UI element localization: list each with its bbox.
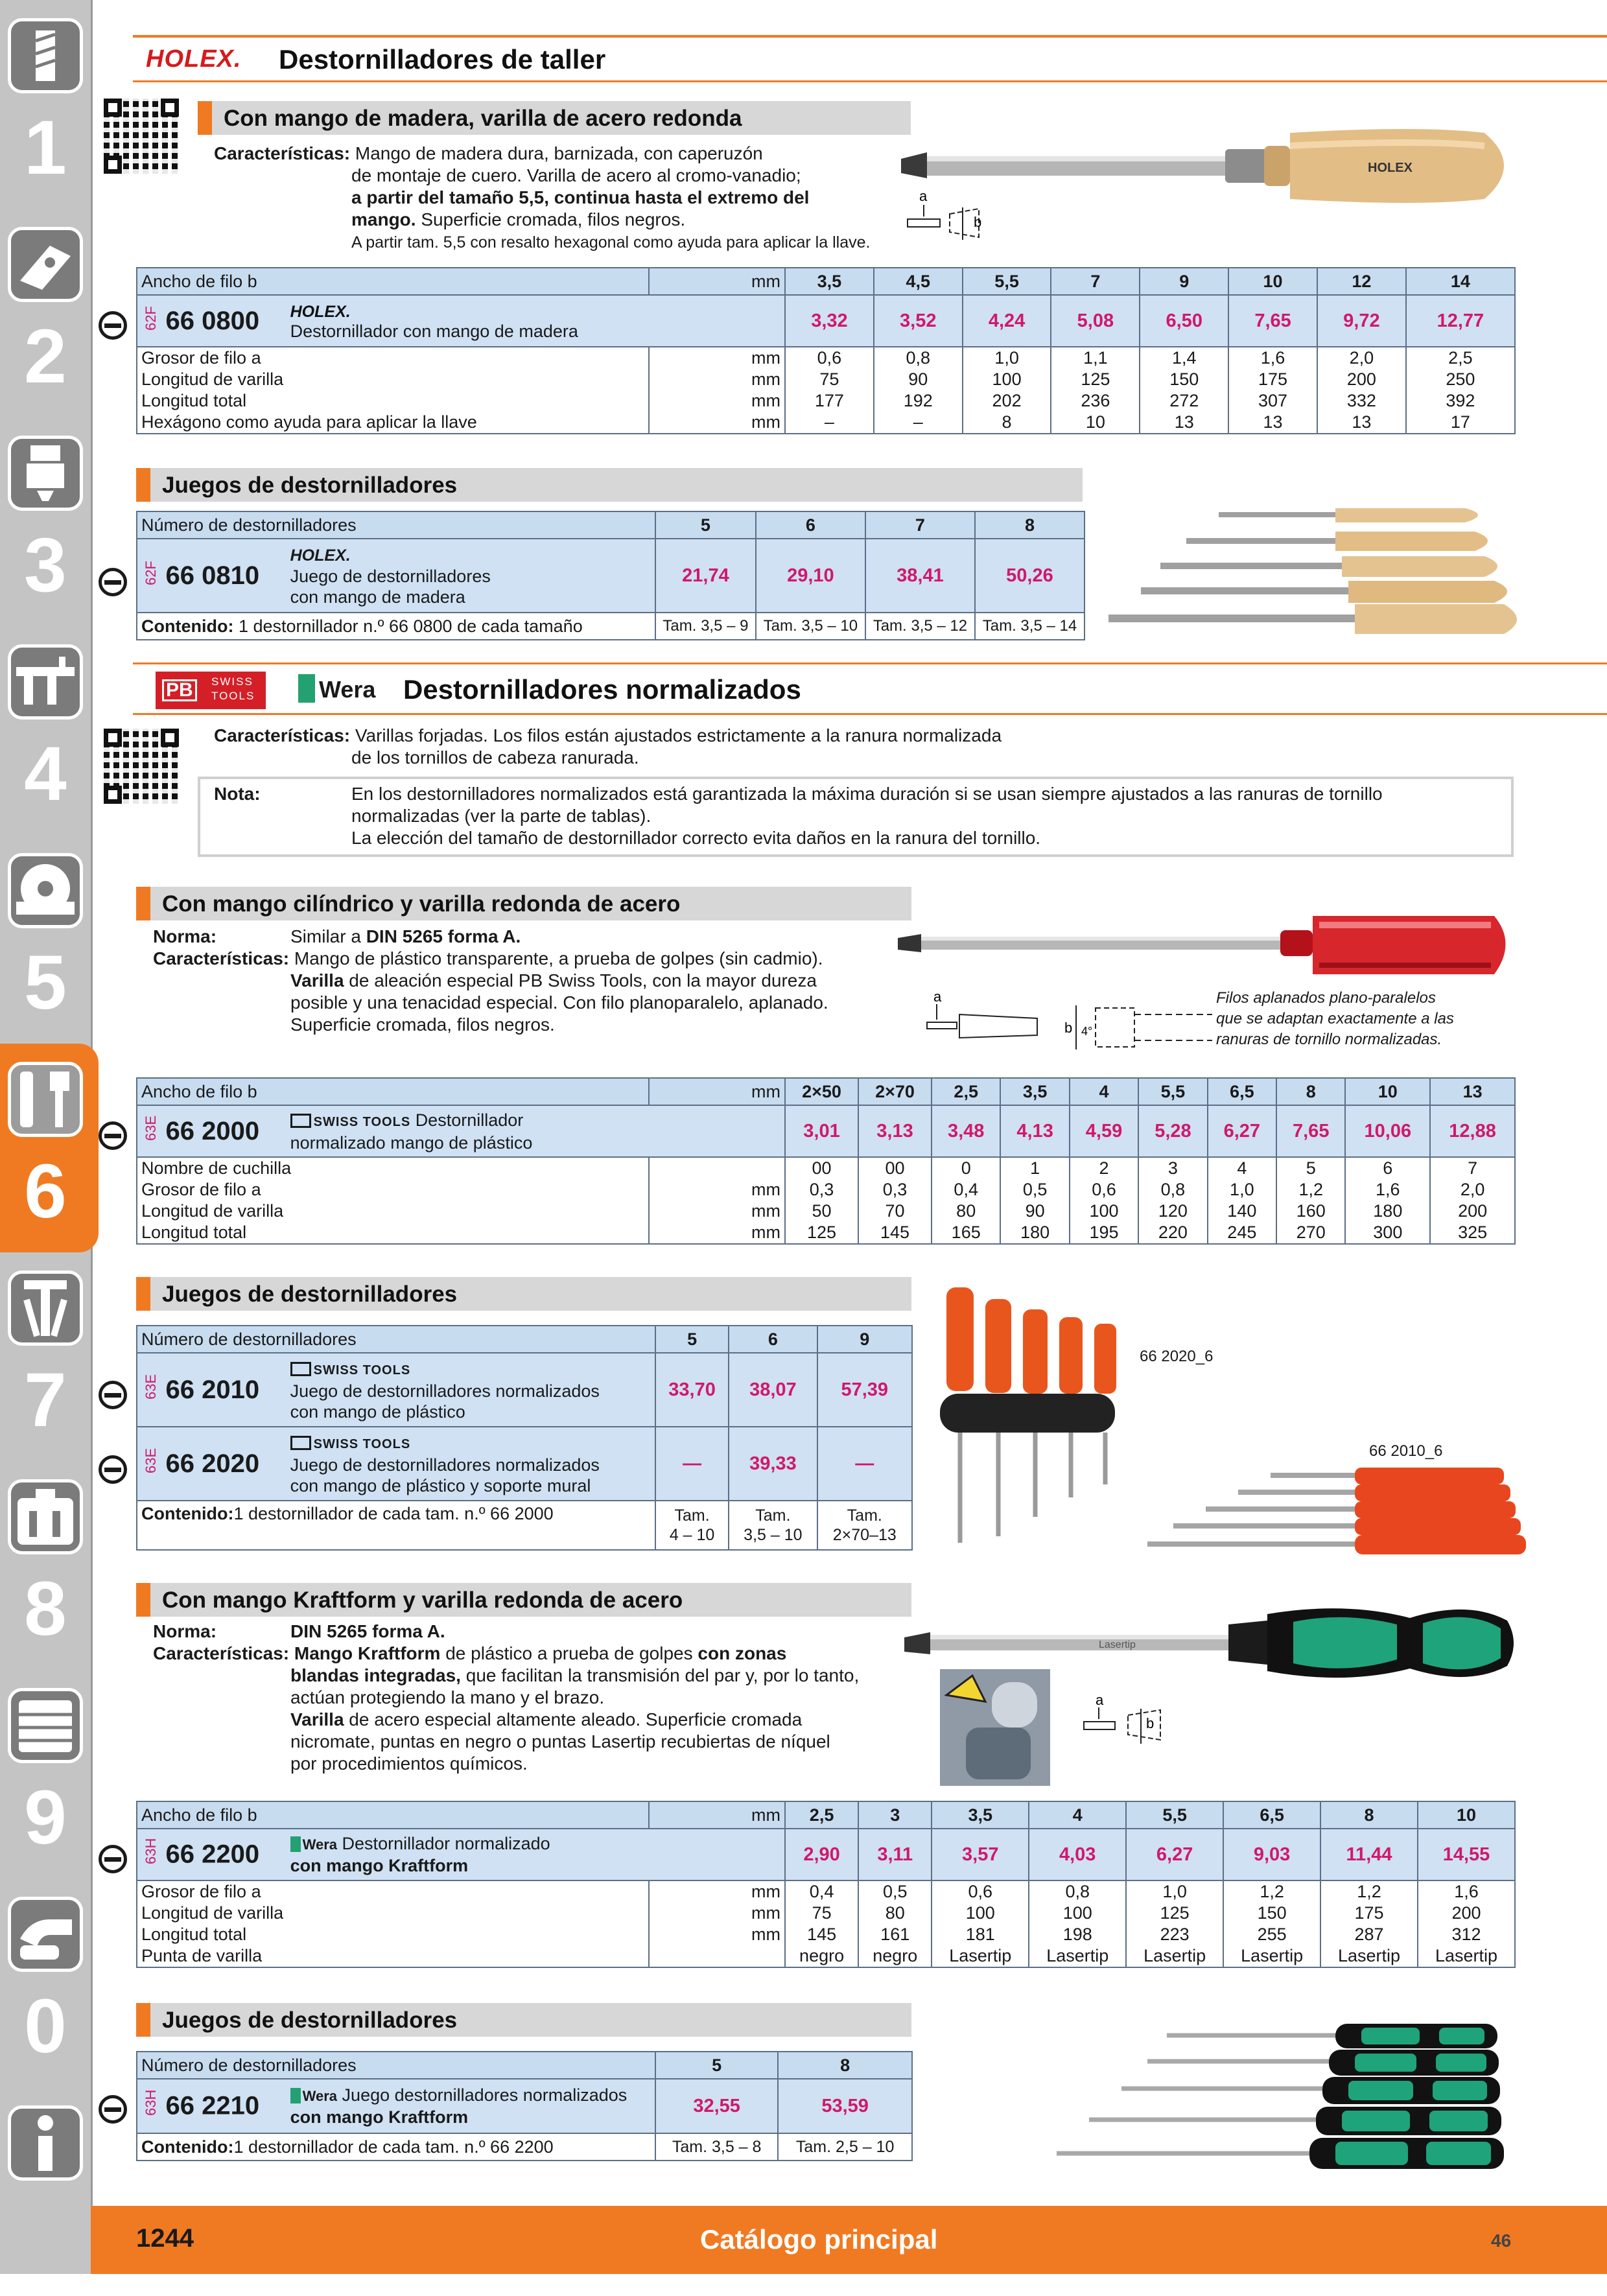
price-cell[interactable]: 38,07 — [729, 1353, 817, 1427]
spec-unit — [649, 1945, 785, 1967]
wall-holder-set-image — [927, 1283, 1134, 1556]
flat-blade-icon — [99, 1845, 127, 1873]
spec-value: 202 — [963, 390, 1051, 412]
spec-value: 165 — [932, 1222, 1000, 1244]
spec-value: 150 — [1140, 369, 1228, 390]
flat-blade-icon — [99, 311, 127, 340]
price-cell[interactable]: 12,77 — [1406, 295, 1515, 347]
spec-row — [137, 412, 1515, 434]
spec-row — [137, 1945, 1515, 1967]
toolbox-icon — [8, 1479, 83, 1554]
spec-value: 0,4 — [785, 1880, 858, 1903]
price-cell[interactable]: — — [655, 1427, 729, 1501]
flat-blade-icon — [99, 1381, 127, 1409]
spec-value: 220 — [1138, 1222, 1207, 1244]
red-screwdriver-image — [898, 911, 1527, 982]
spec-value: 175 — [1228, 369, 1317, 390]
spec-label: Punta de varilla — [137, 1945, 649, 1967]
chapter-tab-1[interactable] — [0, 0, 91, 209]
price-cell[interactable]: 57,39 — [817, 1353, 912, 1427]
chapter-number: 8 — [24, 1566, 67, 1652]
spec-value: 1,4 — [1140, 347, 1228, 369]
spec-value: 0,5 — [858, 1880, 932, 1903]
spec-value: 0,6 — [932, 1880, 1029, 1903]
product-66-0800[interactable]: 62F 66 0800 HOLEX. Destornillador con mango de madera — [137, 295, 785, 347]
product-66-2020[interactable]: 63E 66 2020 SWISS TOOLS Juego de destornilladores normalizados con mango de plástico y soporte mural — [137, 1427, 655, 1501]
features-wood: Características: Mango de madera dura, barnizada, con caperuzón de montaje de cuero. Varilla de acero al cromo-vanadio; a partir del tamaño 5,5, continua hasta el extremo del mango. Superficie cromada, filos negros. A partir tam. 5,5 con resalto hexagonal como ayuda para aplicar la llave. — [214, 143, 871, 252]
spec-value: 0,3 — [785, 1179, 858, 1201]
price-cell[interactable]: 6,50 — [1140, 295, 1228, 347]
spec-value: 0,3 — [858, 1179, 932, 1201]
flat-blade-note: Filos aplanados plano-paralelos que se adaptan exactamente a las ranuras de tornillo normalizadas. — [1216, 989, 1454, 1048]
chapter-number: 1 — [24, 105, 67, 191]
chapter-number: 7 — [24, 1357, 67, 1443]
spec-value: 2,0 — [1430, 1179, 1515, 1201]
spec-unit: mm — [649, 412, 785, 434]
spec-unit: mm — [649, 347, 785, 369]
price-cell[interactable]: 32,55 — [655, 2079, 778, 2133]
price-cell[interactable]: — — [817, 1427, 912, 1501]
spec-value: 1,2 — [1223, 1880, 1320, 1903]
spec-value: 2,5 — [1406, 347, 1515, 369]
price-cell[interactable]: 3,57 — [932, 1829, 1029, 1880]
price-cell[interactable]: 7,65 — [1228, 295, 1317, 347]
price-cell[interactable]: 12,88 — [1430, 1105, 1515, 1157]
spec-unit: mm — [649, 369, 785, 390]
spec-unit: mm — [649, 1201, 785, 1222]
spec-value: 75 — [785, 369, 874, 390]
spec-value: 13 — [1140, 412, 1228, 434]
spec-value: 200 — [1430, 1201, 1515, 1222]
spec-row — [137, 1222, 1515, 1244]
spec-value: – — [874, 412, 963, 434]
chapter-number: 4 — [24, 731, 67, 817]
spec-value: 1,2 — [1320, 1880, 1418, 1903]
spec-value: 1,0 — [963, 347, 1051, 369]
section-header-wood: Con mango de madera, varilla de acero redonda — [198, 101, 911, 135]
chuck-icon — [8, 436, 83, 511]
spec-value: Lasertip — [1418, 1945, 1515, 1967]
kraftform-set-image — [1050, 2016, 1530, 2185]
spec-value: 120 — [1138, 1201, 1207, 1222]
chapter-rail — [0, 0, 93, 2274]
spec-value: 200 — [1317, 369, 1406, 390]
sheet-number: 46 — [1491, 2231, 1512, 2251]
section-header-kraftform: Con mango Kraftform y varilla redonda de acero — [136, 1583, 911, 1617]
dimension-diagram-kraftform — [1076, 1692, 1193, 1750]
spec-label: Longitud de varilla — [137, 1903, 649, 1924]
chapter-tab-0[interactable] — [0, 1879, 91, 2087]
header-rule — [133, 80, 1607, 82]
spec-unit: mm — [649, 1924, 785, 1945]
spec-value: 160 — [1276, 1201, 1345, 1222]
col-head-label: Ancho de filo b — [137, 268, 649, 295]
spec-label: Grosor de filo a — [137, 347, 649, 369]
flat-blade-icon — [99, 1121, 127, 1150]
wood-set-image — [1102, 506, 1530, 648]
spec-value: Lasertip — [1223, 1945, 1320, 1967]
price-cell[interactable]: 3,11 — [858, 1829, 932, 1880]
spec-value: 145 — [858, 1222, 932, 1244]
top-rule — [133, 35, 1607, 38]
price-cell[interactable]: 29,10 — [756, 539, 865, 613]
price-cell[interactable]: 6,27 — [1208, 1105, 1276, 1157]
spec-label: Longitud total — [137, 390, 649, 412]
spec-value: negro — [785, 1945, 858, 1967]
spec-value: 2 — [1070, 1157, 1138, 1179]
safety-icon — [8, 1897, 83, 1972]
price-cell[interactable]: 9,03 — [1223, 1829, 1320, 1880]
spec-value: 5 — [1276, 1157, 1345, 1179]
spec-unit — [649, 1157, 785, 1179]
spec-value: 145 — [785, 1924, 858, 1945]
table-66-2010-2020: Número de destornilladores 5 6 9 63E 66 2010 SWISS TOOLS Juego de destornilladores normalizados con mango de plástico 33,70 38,07 57,39 63E 66 2020 SWISS TOOLS Juego de destornilladores normalizados con mango de plástico y soporte mural — 39,33 — Contenido:1 destornillador de cada tam. n.º 66 2000 Tam. 4 – 10 Tam. 3,5 – 10 Tam. 2×70–13 — [136, 1325, 913, 1551]
spec-value: 80 — [858, 1903, 932, 1924]
spec-value: 270 — [1276, 1222, 1345, 1244]
spec-value: 287 — [1320, 1924, 1418, 1945]
spec-value: 272 — [1140, 390, 1228, 412]
spec-value: 1,0 — [1126, 1880, 1223, 1903]
spec-value: 195 — [1070, 1222, 1138, 1244]
spec-value: Lasertip — [1320, 1945, 1418, 1967]
catalog-title: Catálogo principal — [700, 2224, 938, 2255]
section-header-sets-wood: Juegos de destornilladores — [136, 468, 1083, 502]
spec-value: Lasertip — [932, 1945, 1029, 1967]
spec-value: 0,6 — [1070, 1179, 1138, 1201]
pb-swiss-tools-logo: PB SWISS TOOLS — [156, 672, 266, 709]
spec-rows-66-0800 — [137, 347, 1515, 434]
table-66-0800: Ancho de filo b mm 3,5 4,5 5,5 7 9 10 12 14 62F 66 0800 HOLEX. Destornillador con mango de madera 3,32 3,52 4,24 5,08 6,50 7,65 9,72 12,77 Grosor de filo a mm 0,6 0,8 1,0 1,1 1,4 1,6 2,0 2,5 Longitud de varilla mm 75 90 100 125 150 175 200 250 Longitud total mm 177 192 202 236 272 307 332 392 Hexágono como ayuda para aplicar la llave mm – – 8 10 13 13 13 17 — [136, 267, 1516, 434]
spec-value: 392 — [1406, 390, 1515, 412]
spec-unit: mm — [649, 1880, 785, 1903]
price-cell[interactable]: 3,13 — [858, 1105, 932, 1157]
info-icon — [8, 2105, 83, 2181]
spec-row — [137, 1924, 1515, 1945]
price-cell[interactable]: 9,72 — [1317, 295, 1406, 347]
spec-value: 198 — [1029, 1924, 1126, 1945]
chapter-tab-i[interactable] — [0, 2087, 91, 2296]
pliers-icon — [8, 1271, 83, 1346]
section-header-sets-kraftform: Juegos de destornilladores — [136, 2003, 911, 2037]
spec-value: 8 — [963, 412, 1051, 434]
chapter-number: 5 — [24, 940, 67, 1025]
spec-value: 75 — [785, 1903, 858, 1924]
spec-value: 312 — [1418, 1924, 1515, 1945]
spec-value: 1,6 — [1228, 347, 1317, 369]
spec-value: 70 — [858, 1201, 932, 1222]
spec-value: 90 — [874, 369, 963, 390]
price-cell[interactable]: 3,32 — [785, 295, 874, 347]
spec-value: 13 — [1317, 412, 1406, 434]
spec-value: 250 — [1406, 369, 1515, 390]
note-text: Nota: En los destornilladores normalizados está garantizada la máxima duración si se usan siempre ajustados a las ranuras de tornillo normalizadas (ver la parte de tablas). La elección del tamaño de destornillador correcto evita daños en la ranura del tornillo. — [214, 784, 1383, 848]
spec-row — [137, 1880, 1515, 1903]
table-66-2200: Ancho de filo b mm 2,5 3 3,5 4 5,5 6,5 8 10 63H 66 2200 Wera Destornillador normalizado con mango Kraftform 2,90 3,11 3,57 4,03 6,27 9,03 11,44 14,55 Grosor de filo a mm 0,4 0,5 0,6 0,8 1,0 1,2 1,2 1,6 Longitud de varilla mm 75 80 100 100 125 150 175 200 Longitud total mm 145 161 181 198 223 255 287 312 Punta de varilla negro negro Lasertip Lasertip Lasertip Lasertip Lasertip Lasertip — [136, 1801, 1516, 1968]
svg-text:b: b — [1064, 1020, 1073, 1036]
qr-code[interactable] — [104, 99, 179, 174]
image-label-66-2020: 66 2020_6 — [1140, 1348, 1214, 1365]
spec-value: 0,8 — [874, 347, 963, 369]
spec-value: 80 — [932, 1201, 1000, 1222]
spec-value: 0 — [932, 1157, 1000, 1179]
spec-value: 192 — [874, 390, 963, 412]
price-cell[interactable]: 38,41 — [865, 539, 975, 613]
spec-value: 10 — [1051, 412, 1140, 434]
price-cell[interactable]: 2,90 — [785, 1829, 858, 1880]
spec-value: 200 — [1418, 1903, 1515, 1924]
price-cell[interactable]: 4,13 — [1000, 1105, 1069, 1157]
price-cell[interactable]: 7,65 — [1276, 1105, 1345, 1157]
spec-unit: mm — [649, 390, 785, 412]
spec-value: 0,8 — [1029, 1880, 1126, 1903]
drill-icon — [8, 18, 83, 93]
chapter-tab-8[interactable] — [0, 1461, 91, 1670]
spec-value: 13 — [1228, 412, 1317, 434]
features-kraftform: Norma: DIN 5265 forma A. Características: Mango Kraftform de plástico a prueba de golpes con zonas blandas integradas, que facilitan la transmisión del par y, por lo tanto, actúan protegiendo la mano y el brazo. Varilla de acero especial altamente aleado. Superficie cromada nicromate, puntas en negro o puntas Lasertip recubiertas de níquel por procedimientos químicos. — [153, 1621, 860, 1774]
spec-row — [137, 1903, 1515, 1924]
shaft-print: Lasertip — [1099, 1639, 1136, 1650]
spec-value: 161 — [858, 1924, 932, 1945]
spec-label: Grosor de filo a — [137, 1179, 649, 1201]
price-cell[interactable]: 14,55 — [1418, 1829, 1515, 1880]
price-cell[interactable]: 33,70 — [655, 1353, 729, 1427]
spec-value: 245 — [1208, 1222, 1276, 1244]
price-cell[interactable]: 5,08 — [1051, 295, 1140, 347]
svg-text:b: b — [974, 214, 982, 230]
chapter-number: 0 — [24, 1984, 67, 2069]
spec-value: 100 — [1070, 1201, 1138, 1222]
spec-label: Longitud total — [137, 1222, 649, 1244]
spec-row — [137, 369, 1515, 390]
chapter-number: 2 — [24, 314, 67, 399]
chapter-number: 6 — [24, 1149, 67, 1234]
cabinet-icon — [8, 1688, 83, 1763]
spec-value: 125 — [785, 1222, 858, 1244]
spec-value: Lasertip — [1126, 1945, 1223, 1967]
chapter-number: 3 — [24, 522, 67, 608]
page-number: 1244 — [136, 2224, 194, 2253]
price-cell[interactable]: 10,06 — [1345, 1105, 1430, 1157]
spec-unit: mm — [649, 1179, 785, 1201]
product-66-2210[interactable]: 63H 66 2210 Wera Juego destornilladores normalizados con mango Kraftform — [137, 2079, 655, 2133]
spec-value: – — [785, 412, 874, 434]
price-cell[interactable]: 6,27 — [1126, 1829, 1223, 1880]
spec-value: 7 — [1430, 1157, 1515, 1179]
price-cell[interactable]: 4,24 — [963, 295, 1051, 347]
spec-value: 0,4 — [932, 1179, 1000, 1201]
spec-value: negro — [858, 1945, 932, 1967]
price-cell[interactable]: 50,26 — [975, 539, 1085, 613]
dimension-diagram-wood — [901, 188, 1011, 246]
section-header-sets-plastic: Juegos de destornilladores — [136, 1277, 911, 1311]
chapter-tab-5[interactable] — [0, 835, 91, 1044]
spec-value: 177 — [785, 390, 874, 412]
image-label-66-2010: 66 2010_6 — [1369, 1442, 1443, 1460]
spec-row — [137, 1157, 1515, 1179]
dimension-diagram-cylindrical — [921, 989, 1219, 1053]
spec-value: 90 — [1000, 1201, 1069, 1222]
price-cell[interactable]: 3,48 — [932, 1105, 1000, 1157]
spec-value: 140 — [1208, 1201, 1276, 1222]
svg-text:a: a — [933, 989, 942, 1005]
price-cell[interactable]: 39,33 — [729, 1427, 817, 1501]
spec-value: 180 — [1000, 1222, 1069, 1244]
spec-label: Nombre de cuchilla — [137, 1157, 649, 1179]
spec-value: 100 — [932, 1903, 1029, 1924]
spec-value: 223 — [1126, 1924, 1223, 1945]
handle-print: HOLEX — [1368, 161, 1413, 175]
section-header-cylindrical: Con mango cilíndrico y varilla redonda de acero — [136, 887, 911, 920]
spec-value: Lasertip — [1029, 1945, 1126, 1967]
section-rule — [133, 662, 1607, 664]
spec-row — [137, 1201, 1515, 1222]
table-66-2000: Ancho de filo b mm 2×50 2×70 2,5 3,5 4 5,5 6,5 8 10 13 63E 66 2000 SWISS TOOLS Destornillador normalizado mango de plástico 3,01 3,13 3,48 4,13 4,59 5,28 6,27 7,65 10,06 12,88 Nombre de cuchilla 00 00 0 1 2 3 4 5 6 7 Grosor de filo a mm 0,3 0,3 0,4 0,5 0,6 0,8 1,0 1,2 1,6 2,0 Longitud de varilla mm 50 70 80 90 100 120 140 160 180 200 Longitud total mm 125 145 165 180 195 220 245 270 300 325 — [136, 1077, 1516, 1245]
product-66-2200[interactable]: 63H 66 2200 Wera Destornillador normalizado con mango Kraftform — [137, 1829, 785, 1880]
table-66-2210: Número de destornilladores 5 8 63H 66 2210 Wera Juego destornilladores normalizados con mango Kraftform 32,55 53,59 Contenido:1 destornillador de cada tam. n.º 66 2200 Tam. 3,5 – 8 Tam. 2,5 – 10 — [136, 2051, 913, 2161]
spec-value: 100 — [963, 369, 1051, 390]
spec-value: 150 — [1223, 1903, 1320, 1924]
flat-blade-icon — [99, 568, 127, 596]
price-cell[interactable]: 21,74 — [655, 539, 756, 613]
spec-value: 4 — [1208, 1157, 1276, 1179]
spec-value: 1,1 — [1051, 347, 1140, 369]
spec-unit: mm — [649, 1903, 785, 1924]
chapter-tab-9[interactable] — [0, 1670, 91, 1879]
spec-value: 50 — [785, 1201, 858, 1222]
wrench-screwdriver-icon — [8, 1062, 83, 1137]
spec-value: 1 — [1000, 1157, 1069, 1179]
page-title: Destornilladores de taller — [279, 44, 606, 75]
protection-photo — [940, 1669, 1050, 1786]
spec-value: 325 — [1430, 1222, 1515, 1244]
chapter-tab-2[interactable] — [0, 209, 91, 417]
features-cylindrical: Norma: Similar a DIN 5265 forma A. Características: Mango de plástico transparente, a prueba de golpes (sin cadmio). Varilla de aleación especial PB Swiss Tools, con la mayor dureza posible y una tenacidad especial. Con filo planoparalelo, aplanado. Superficie cromada, filos negros. — [153, 926, 828, 1035]
price-cell[interactable]: 5,28 — [1138, 1105, 1207, 1157]
saw-blade-icon — [8, 853, 83, 928]
spec-value: 0,6 — [785, 347, 874, 369]
price-cell[interactable]: 4,59 — [1070, 1105, 1138, 1157]
price-cell[interactable]: 4,03 — [1029, 1829, 1126, 1880]
product-66-2000[interactable]: 63E 66 2000 SWISS TOOLS Destornillador normalizado mango de plástico — [137, 1105, 785, 1157]
price-cell[interactable]: 3,01 — [785, 1105, 858, 1157]
spec-value: 1,2 — [1276, 1179, 1345, 1201]
qr-code[interactable] — [104, 729, 179, 804]
features-normalizados: Características: Varillas forjadas. Los filos están ajustados estrictamente a la ranura normalizada de los tornillos de cabeza ranurada. — [214, 725, 1002, 767]
chapter-number: 9 — [24, 1775, 67, 1860]
spec-value: 300 — [1345, 1222, 1430, 1244]
svg-text:a: a — [919, 188, 928, 204]
spec-row — [137, 1179, 1515, 1201]
insert-icon — [8, 227, 83, 302]
spec-rows-66-2200 — [137, 1880, 1515, 1967]
spec-row — [137, 347, 1515, 369]
plastic-set-image — [1141, 1466, 1530, 1564]
product-66-0810[interactable]: 62F 66 0810 HOLEX. Juego de destornilladores con mango de madera — [137, 539, 655, 613]
spec-label: Longitud de varilla — [137, 1201, 649, 1222]
flat-blade-icon — [99, 2095, 127, 2124]
spec-value: 100 — [1029, 1903, 1126, 1924]
spec-label: Grosor de filo a — [137, 1880, 649, 1903]
svg-text:b: b — [1146, 1715, 1155, 1731]
holex-logo: HOLEX. — [146, 45, 242, 73]
wera-logo: Wera — [298, 674, 375, 703]
price-cell[interactable]: 53,59 — [778, 2079, 912, 2133]
spec-value: 236 — [1051, 390, 1140, 412]
price-cell[interactable]: 11,44 — [1320, 1829, 1418, 1880]
spec-value: 175 — [1320, 1903, 1418, 1924]
spec-value: 0,5 — [1000, 1179, 1069, 1201]
product-66-2010[interactable]: 63E 66 2010 SWISS TOOLS Juego de destornilladores normalizados con mango de plástico — [137, 1353, 655, 1427]
spec-value: 125 — [1051, 369, 1140, 390]
spec-value: 1,6 — [1418, 1880, 1515, 1903]
spec-unit: mm — [649, 1222, 785, 1244]
chapter-tab-7[interactable] — [0, 1252, 91, 1461]
spec-rows-66-2000 — [137, 1157, 1515, 1244]
chapter-tab-3[interactable] — [0, 417, 91, 626]
svg-text:a: a — [1096, 1692, 1104, 1708]
spec-value: 1,0 — [1208, 1179, 1276, 1201]
spec-label: Hexágono como ayuda para aplicar la llave — [137, 412, 649, 434]
flat-blade-icon — [99, 1455, 127, 1484]
section-title-normalizados: Destornilladores normalizados — [403, 674, 801, 705]
spec-value: 1,6 — [1345, 1179, 1430, 1201]
spec-value: 6 — [1345, 1157, 1430, 1179]
spec-value: 180 — [1345, 1201, 1430, 1222]
spec-value: 125 — [1126, 1903, 1223, 1924]
svg-text:4°: 4° — [1081, 1025, 1093, 1038]
section-rule — [133, 713, 1607, 715]
spec-value: 3 — [1138, 1157, 1207, 1179]
chapter-tab-4[interactable] — [0, 626, 91, 835]
table-66-0810: Número de destornilladores 5 6 7 8 62F 66 0810 HOLEX. Juego de destornilladores con mango de madera 21,74 29,10 38,41 50,26 Contenido: 1 destornillador n.º 66 0800 de cada tamaño Tam. 3,5 – 9 Tam. 3,5 – 10 Tam. 3,5 – 12 Tam. 3,5 – 14 — [136, 511, 1085, 640]
spec-label: Longitud de varilla — [137, 369, 649, 390]
chapter-tab-6[interactable] — [0, 1044, 99, 1252]
footer-bar — [91, 2206, 1607, 2274]
caliper-icon — [8, 644, 83, 720]
spec-value: 00 — [858, 1157, 932, 1179]
spec-value: 332 — [1317, 390, 1406, 412]
spec-value: 181 — [932, 1924, 1029, 1945]
spec-value: 307 — [1228, 390, 1317, 412]
spec-value: 0,8 — [1138, 1179, 1207, 1201]
spec-row — [137, 390, 1515, 412]
spec-value: 2,0 — [1317, 347, 1406, 369]
spec-label: Longitud total — [137, 1924, 649, 1945]
price-cell[interactable]: 3,52 — [874, 295, 963, 347]
spec-value: 17 — [1406, 412, 1515, 434]
spec-value: 255 — [1223, 1924, 1320, 1945]
spec-value: 00 — [785, 1157, 858, 1179]
